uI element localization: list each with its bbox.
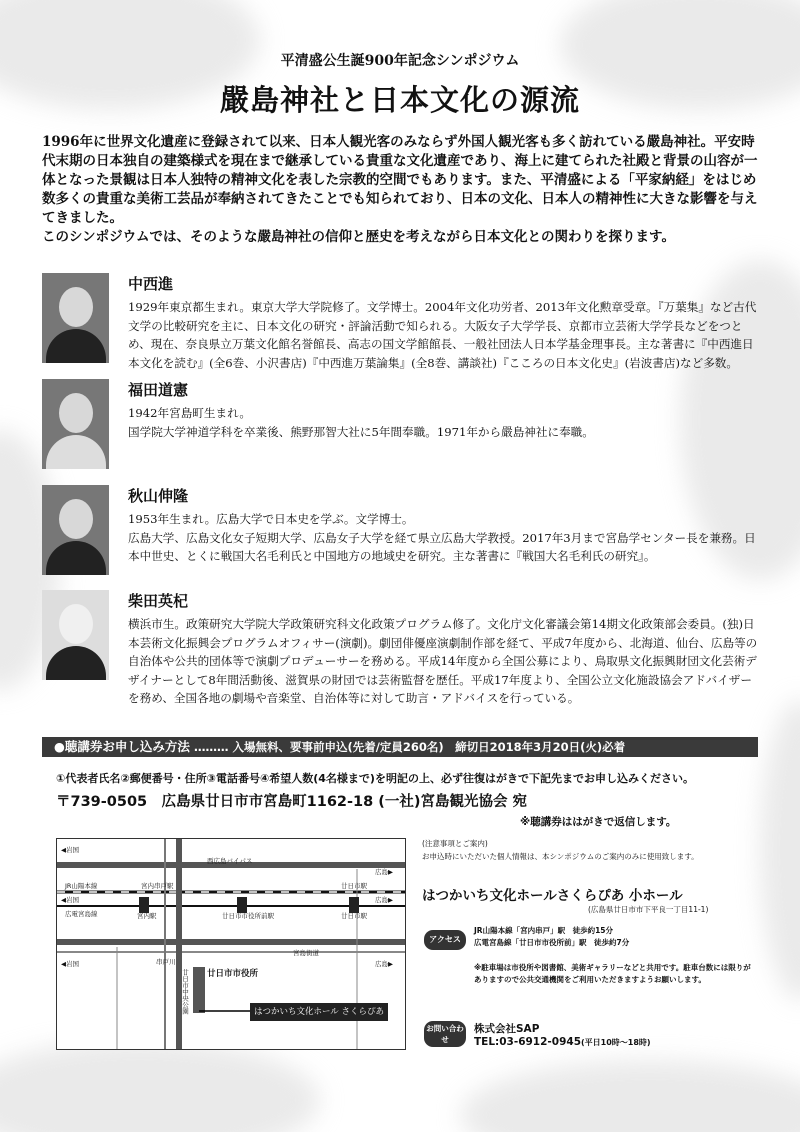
map-label: ◀岩国 xyxy=(61,896,79,904)
contact-organization: 株式会社SAP xyxy=(474,1023,540,1035)
speaker-bio: 横浜市生。政策研究大学院大学政策研究科文化政策プログラム修了。文化庁文化審議会第14期文化政策部会委員。(独)日本芸術文化振興会プログラムオフィサー(演劇)。劇団俳優座演劇制作部を経て、平成7年度から、北海道、仙台、広島等の自治体や公共的団体等で演劇プロデューサーを務める。平成14年度から全国公募により、鳥取県文化振興財団文化芸術デザイナーとして8年間活動後、滋賀県の財団では芸術監督を歴任。平成17年度より、全国公立文化施設協会アドバイザーを務め、全国各地の劇場や音楽堂、自治体等に対して助言・アドバイスを行っている。 xyxy=(128,617,758,705)
intro-paragraph: 1996年に世界文化遺産に登録されて以来、日本人観光客のみならず外国人観光客も多く訪れている嚴島神社。平安時代末期の日本独自の建築様式を現在まで継承している貴重な文化遺産であり、海上に建てられた社殿と背景の山容が一体となった景観は日本人独特の精神文化を表した宗教的空間でもあります。また、平清盛による「平家納経」をはじめ数多くの貴重な美術工芸品が奉納されてきたことでも知られており、日本の文化、日本人の精神性に大きな影響を与えてきました。 xyxy=(42,134,758,226)
map-label: 廿日市駅 xyxy=(341,912,367,920)
map-label: 宮内駅 xyxy=(137,912,157,920)
map-label: ◀岩国 xyxy=(61,960,79,968)
speaker-photo xyxy=(42,273,109,363)
intro-text xyxy=(42,133,760,247)
reply-note: ※聴講券ははがきで返信します。 xyxy=(520,816,677,828)
speaker-name: 秋山伸隆 xyxy=(128,487,189,505)
map-label: 廿日市駅 xyxy=(341,882,367,890)
application-heading-bar xyxy=(42,737,758,757)
access-line: 広電宮島線「廿日市市役所前」駅 徒歩約7分 xyxy=(474,937,630,947)
event-title: 嚴島神社と日本文化の源流 xyxy=(219,83,580,117)
application-address: 〒739-0505 広島県廿日市市宮島町1162-18 (一社)宮島観光協会 宛 xyxy=(56,794,528,810)
map-label: 宮島街道 xyxy=(293,949,319,957)
access-map xyxy=(56,838,406,1050)
contact-badge: お問い合わせ xyxy=(424,1021,466,1047)
venue-name: はつかいち文化ホールさくらぴあ 小ホール xyxy=(422,888,683,904)
event-subtitle: 平清盛公生誕900年記念シンポジウム xyxy=(280,53,520,69)
map-label: 広島▶ xyxy=(375,868,393,876)
intro-paragraph: このシンポジウムでは、そのような嚴島神社の信仰と歴史を考えながら日本文化との関わりを探ります。 xyxy=(42,229,675,245)
speaker-name: 柴田英杞 xyxy=(128,592,189,610)
phone-number: TEL:03-6912-0945 xyxy=(474,1036,581,1048)
speaker-photo xyxy=(42,590,109,680)
map-label: 広電宮島線 xyxy=(65,910,98,918)
application-requirements: ①代表者氏名②郵便番号・住所③電話番号④希望人数(4名様まで)を明記の上、必ず往復はがきで下記先までお申し込みください。 xyxy=(56,772,694,785)
notice-title: (注意事項とご案内) xyxy=(422,839,488,848)
speaker-photo xyxy=(42,379,109,469)
notice-text: お申込時にいただいた個人情報は、本シンポジウムのご案内のみに使用致します。 xyxy=(422,852,699,861)
access-line: JR山陽本線「宮内串戸」駅 徒歩約15分 xyxy=(474,926,614,935)
contact-phone xyxy=(474,1036,800,1048)
map-label: 広島▶ xyxy=(375,896,393,904)
speaker-bio: 1942年宮島町生まれ。 国学院大学神道学科を卒業後、熊野那智大社に5年間奉職。1971年から嚴島神社に奉職。 xyxy=(128,406,594,439)
phone-hours: (平日10時〜18時) xyxy=(581,1038,651,1047)
map-label: 串戸川 xyxy=(156,958,176,966)
map-label: 西広島バイパス xyxy=(207,857,253,865)
map-label: JR山陽本線 xyxy=(65,882,98,890)
map-label: 廿日市中央公園 xyxy=(181,969,189,1015)
speaker-photo xyxy=(42,485,109,575)
application-details: ……… 入場無料、要事前申込(先着/定員260名) 締切日2018年3月20日(火)必着 xyxy=(193,740,626,754)
speaker-name: 中西進 xyxy=(128,275,174,293)
map-label: ◀岩国 xyxy=(61,846,79,854)
access-badge: アクセス xyxy=(424,930,466,950)
venue-address: (広島県廿日市市下平良一丁目11-1) xyxy=(588,905,709,914)
speaker-name: 福田道憲 xyxy=(128,381,189,399)
map-label: 宮内串戸駅 xyxy=(141,882,174,890)
map-city-hall: 廿日市市役所 xyxy=(207,969,259,979)
parking-note: ※駐車場は市役所や図書館、美術ギャラリーなどと共用です。駐車台数には限りがありますので公共交通機関をご利用いただきますようお願いします。 xyxy=(474,963,751,984)
application-heading: ●聴講券お申し込み方法 xyxy=(54,739,190,754)
speaker-bio: 1953年生まれ。広島大学で日本史を学ぶ。文学博士。 広島大学、広島文化女子短期大学、広島女子大学を経て県立広島大学教授。2017年3月まで宮島学センター長を兼務。日本中世史、とくに戦国大名毛利氏と中国地方の地域史を研究。主な著書に『戦国大名毛利氏の研究』。 xyxy=(128,512,756,563)
map-label: 広島▶ xyxy=(375,960,393,968)
map-label: 廿日市市役所前駅 xyxy=(222,912,274,920)
speaker-bio: 1929年東京都生まれ。東京大学大学院修了。文学博士。2004年文化功労者、2013年文化勲章受章。『万葉集』など古代文学の比較研究を主に、日本文化の研究・評論活動で知られる。大阪女子大学学長、京都市立芸術大学学長などをつとめ、現在、奈良県立万葉文化館名誉館長、高志の国文学館館長、一般社団法人日本学基金理事長。主な著書に『中西進日本文化を読む』(全6巻、小沢書店)『中西進万葉論集』(全8巻、講談社)『こころの日本文化史』(岩波書店)など多数。 xyxy=(128,300,757,370)
map-venue-marker: はつかいち文化ホール さくらぴあ xyxy=(250,1003,388,1021)
access-info xyxy=(474,925,800,948)
